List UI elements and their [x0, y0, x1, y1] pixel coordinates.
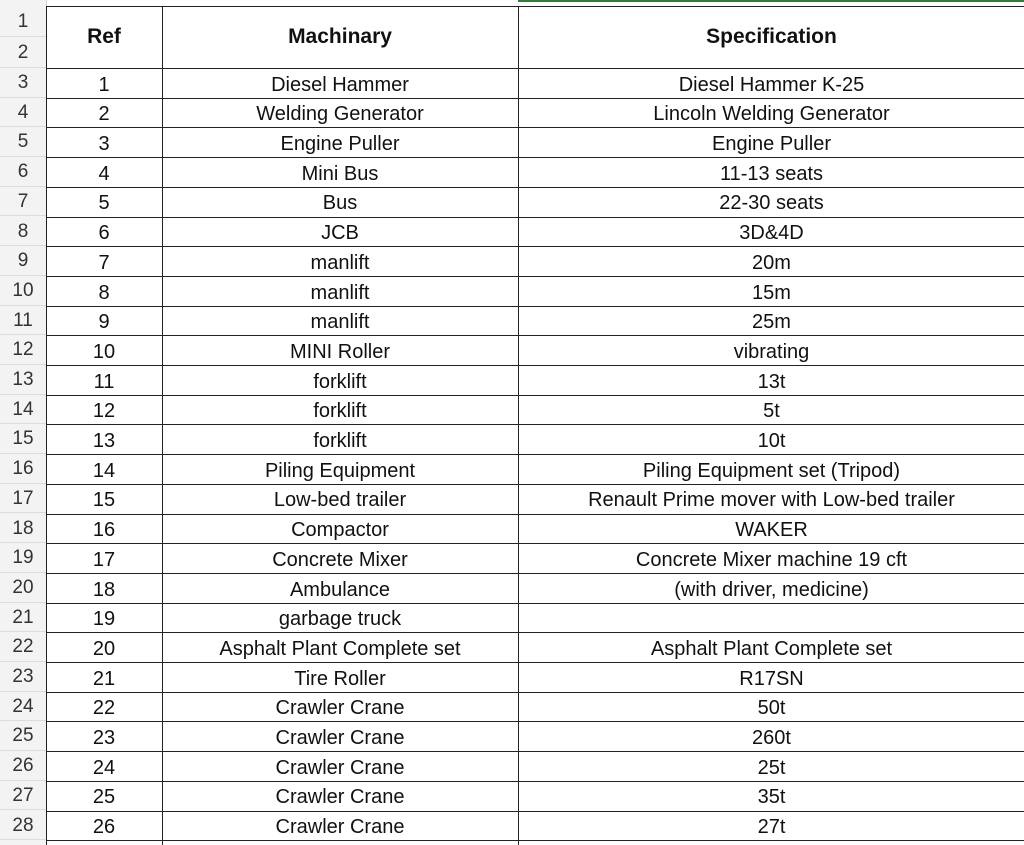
- cell-machinary[interactable]: Compactor: [291, 519, 389, 542]
- cell-specification[interactable]: [519, 603, 1024, 633]
- cell-machinary[interactable]: manlift: [310, 251, 370, 274]
- row-number[interactable]: 20: [0, 573, 46, 603]
- cell-ref[interactable]: 10: [92, 340, 116, 363]
- row-number[interactable]: 7: [0, 187, 46, 217]
- grid-line: [46, 840, 1024, 841]
- cell-ref[interactable]: 5: [98, 192, 110, 215]
- grid-line: [46, 335, 1024, 336]
- cell-specification[interactable]: 25m: [752, 311, 791, 334]
- row-number[interactable]: 16: [0, 454, 46, 484]
- cell-specification[interactable]: Diesel Hammer K-25: [678, 73, 865, 96]
- grid-line: [46, 246, 1024, 247]
- grid-line: [46, 632, 1024, 633]
- cell-machinary[interactable]: JCB: [321, 222, 359, 245]
- cell-machinary[interactable]: Asphalt Plant Complete set: [219, 637, 461, 660]
- cell-machinary[interactable]: manlift: [310, 311, 370, 334]
- cell-ref[interactable]: 1: [98, 73, 110, 96]
- cell-specification[interactable]: 11-13 seats: [719, 162, 824, 185]
- cell-specification[interactable]: 27t: [757, 816, 786, 839]
- cell-machinary[interactable]: MINI Roller: [289, 340, 390, 363]
- cell-specification[interactable]: Concrete Mixer machine 19 cft: [635, 548, 908, 571]
- row-number[interactable]: 13: [0, 365, 46, 395]
- grid-line: [46, 454, 1024, 455]
- row-number[interactable]: 4: [0, 98, 46, 128]
- grid-line: [46, 692, 1024, 693]
- grid-line: [46, 365, 1024, 366]
- cell-specification[interactable]: Piling Equipment set (Tripod): [642, 459, 901, 482]
- selection-indicator: [518, 0, 1024, 2]
- cell-specification[interactable]: 20m: [752, 251, 791, 274]
- cell-specification[interactable]: (with driver, medicine): [674, 578, 869, 601]
- cell-ref[interactable]: 19: [92, 608, 116, 631]
- grid-line: [46, 811, 1024, 812]
- row-number[interactable]: 28: [0, 811, 46, 841]
- grid-line: [46, 662, 1024, 663]
- row-number[interactable]: 27: [0, 781, 46, 811]
- grid-line: [46, 781, 1024, 782]
- row-number[interactable]: 26: [0, 751, 46, 781]
- cell-specification[interactable]: 22-30 seats: [719, 192, 824, 215]
- grid-line: [46, 424, 1024, 425]
- row-number[interactable]: 21: [0, 603, 46, 633]
- cell-specification[interactable]: 260t: [752, 727, 791, 750]
- cell-machinary[interactable]: Engine Puller: [280, 133, 400, 156]
- row-number[interactable]: 18: [0, 514, 46, 544]
- cell-ref[interactable]: 23: [92, 727, 116, 750]
- row-number[interactable]: 23: [0, 662, 46, 692]
- cell-machinary[interactable]: Mini Bus: [301, 162, 379, 185]
- grid-line: [46, 573, 1024, 574]
- row-number[interactable]: 25: [0, 721, 46, 751]
- cell-specification[interactable]: vibrating: [733, 340, 810, 363]
- grid-line: [46, 603, 1024, 604]
- grid-line: [162, 6, 163, 845]
- cell-machinary[interactable]: Bus: [322, 192, 358, 215]
- cell-specification[interactable]: Lincoln Welding Generator: [653, 103, 890, 126]
- grid-line: [46, 6, 47, 845]
- cell-machinary[interactable]: manlift: [310, 281, 370, 304]
- cell-machinary[interactable]: Low-bed trailer: [273, 489, 407, 512]
- row-number[interactable]: 24: [0, 692, 46, 722]
- cell-ref[interactable]: 9: [98, 311, 110, 334]
- cell-machinary[interactable]: Ambulance: [289, 578, 391, 601]
- cell-ref[interactable]: 20: [92, 637, 116, 660]
- row-number[interactable]: 6: [0, 157, 46, 187]
- grid-line: [46, 395, 1024, 396]
- row-number[interactable]: 22: [0, 632, 46, 662]
- cell-machinary[interactable]: Crawler Crane: [275, 816, 405, 839]
- cell-specification[interactable]: 3D&4D: [739, 222, 804, 245]
- cell-machinary[interactable]: Diesel Hammer: [271, 73, 409, 96]
- row-number[interactable]: 5: [0, 127, 46, 157]
- cell-specification[interactable]: WAKER: [735, 519, 808, 542]
- cell-ref[interactable]: 6: [98, 222, 110, 245]
- grid-line: [46, 484, 1024, 485]
- cell-ref[interactable]: 7: [98, 251, 110, 274]
- cell-ref[interactable]: 17: [92, 548, 116, 571]
- cell-specification[interactable]: Asphalt Plant Complete set: [650, 637, 893, 660]
- cell-specification[interactable]: 50t: [757, 697, 786, 720]
- cell-ref[interactable]: 12: [92, 400, 116, 423]
- grid-line: [46, 217, 1024, 218]
- cell-machinary[interactable]: Tire Roller: [294, 667, 386, 690]
- cell-machinary[interactable]: Crawler Crane: [275, 727, 405, 750]
- row-number[interactable]: 3: [0, 68, 46, 98]
- cell-specification[interactable]: 35t: [757, 786, 786, 809]
- cell-ref[interactable]: 3: [98, 133, 110, 156]
- cell-ref[interactable]: 22: [92, 697, 116, 720]
- row-number[interactable]: 2: [0, 37, 46, 68]
- row-number[interactable]: 17: [0, 484, 46, 514]
- cell-machinary[interactable]: Welding Generator: [256, 103, 424, 126]
- grid-line: [46, 306, 1024, 307]
- grid-line: [518, 6, 519, 845]
- grid-line: [46, 187, 1024, 188]
- cell-ref[interactable]: 11: [93, 370, 115, 393]
- cell-specification[interactable]: 5t: [763, 400, 780, 423]
- cell-machinary[interactable]: Concrete Mixer: [272, 548, 408, 571]
- row-number-column: [0, 0, 47, 845]
- cell-specification[interactable]: Renault Prime mover with Low-bed trailer: [588, 489, 955, 512]
- grid-line: [46, 68, 1024, 69]
- row-number[interactable]: 9: [0, 246, 46, 276]
- grid-line: [46, 276, 1024, 277]
- row-number[interactable]: 10: [0, 276, 46, 306]
- cell-specification[interactable]: Engine Puller: [712, 133, 831, 156]
- cell-machinary[interactable]: Crawler Crane: [275, 786, 405, 809]
- cell-machinary[interactable]: Crawler Crane: [275, 756, 405, 779]
- row-number[interactable]: 15: [0, 424, 46, 454]
- row-number[interactable]: 1: [0, 6, 46, 37]
- row-number[interactable]: 14: [0, 395, 46, 425]
- cell-specification[interactable]: 15m: [752, 281, 791, 304]
- cell-machinary[interactable]: Crawler Crane: [275, 697, 405, 720]
- row-number[interactable]: 8: [0, 217, 46, 247]
- cell-machinary[interactable]: forklift: [313, 430, 367, 453]
- row-number[interactable]: 19: [0, 543, 46, 573]
- grid-line: [46, 98, 1024, 99]
- cell-ref[interactable]: 13: [92, 430, 116, 453]
- cell-machinary[interactable]: garbage truck: [278, 608, 402, 631]
- cell-ref[interactable]: 4: [98, 162, 110, 185]
- cell-ref[interactable]: 25: [92, 786, 116, 809]
- row-number[interactable]: 11: [0, 306, 46, 336]
- cell-specification[interactable]: R17SN: [739, 667, 804, 690]
- cell-specification[interactable]: 25t: [757, 756, 786, 779]
- cell-ref[interactable]: 18: [92, 578, 116, 601]
- cell-specification[interactable]: 10t: [757, 430, 786, 453]
- cell-ref[interactable]: 8: [98, 281, 110, 304]
- header-ref[interactable]: Ref: [87, 25, 121, 48]
- row-number[interactable]: 12: [0, 335, 46, 365]
- header-specification[interactable]: Specification: [706, 25, 837, 48]
- grid-line: [46, 157, 1024, 158]
- header-machinary[interactable]: Machinary: [288, 25, 392, 48]
- cell-ref[interactable]: 14: [92, 459, 116, 482]
- cell-machinary[interactable]: forklift: [313, 400, 367, 423]
- cell-ref[interactable]: 21: [92, 667, 116, 690]
- grid-line: [46, 543, 1024, 544]
- cell-ref[interactable]: 2: [98, 103, 110, 126]
- cell-ref[interactable]: 16: [92, 519, 116, 542]
- cell-machinary[interactable]: forklift: [313, 370, 367, 393]
- grid-line: [46, 6, 1024, 7]
- cell-machinary[interactable]: Piling Equipment: [264, 459, 416, 482]
- grid-line: [46, 751, 1024, 752]
- cell-specification[interactable]: 13t: [757, 370, 786, 393]
- grid-line: [46, 514, 1024, 515]
- grid-line: [46, 127, 1024, 128]
- cell-ref[interactable]: 24: [92, 756, 116, 779]
- cell-ref[interactable]: 15: [92, 489, 116, 512]
- cell-ref[interactable]: 26: [92, 816, 116, 839]
- grid-line: [46, 721, 1024, 722]
